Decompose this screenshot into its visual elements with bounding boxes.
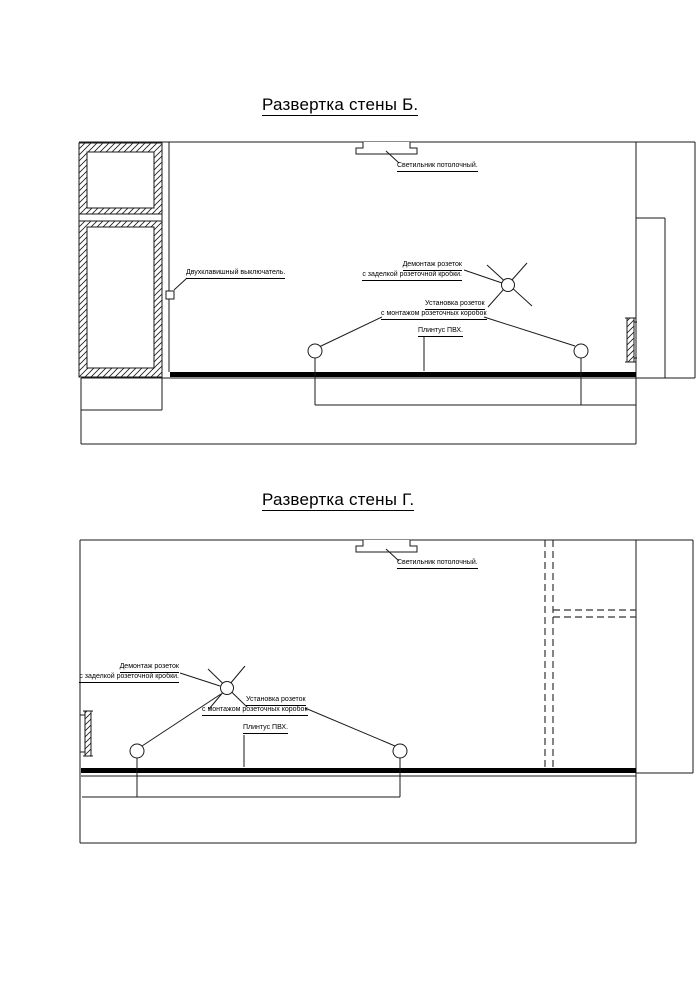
radiator-symbol-g	[80, 711, 93, 756]
door-frame	[79, 143, 162, 377]
below-floor-b	[81, 358, 636, 444]
label-skirting-g: Плинтус ПВХ.	[243, 724, 288, 734]
label-ceiling-light-b: Светильник потолочный.	[397, 162, 478, 172]
label-demo-outlets-g-line1: Демонтаж розеток	[120, 663, 179, 673]
label-demo-outlets-b-line1: Демонтаж розеток	[403, 261, 462, 271]
baseboard-g	[81, 768, 636, 773]
ceiling-light-symbol-g	[356, 540, 417, 561]
title-wall-b: Развертка стены Б.	[262, 95, 419, 114]
title-wall-g: Развертка стены Г.	[262, 490, 415, 509]
label-install-outlets-b-line1: Установка розеток	[425, 300, 485, 310]
outlet-symbols-b	[308, 317, 588, 358]
hidden-duct-dashed	[545, 540, 636, 770]
wall-b-drawing	[79, 142, 695, 444]
below-floor-g	[82, 758, 400, 797]
radiator-symbol-b	[625, 318, 637, 362]
label-install-outlets-b-line2: с монтажом розеточных коробок	[381, 310, 487, 320]
label-install-outlets-g-line1: Установка розеток	[246, 696, 306, 706]
baseboard-b	[170, 372, 636, 377]
label-demo-outlets-b-line2: с заделкой розеточной кробки.	[362, 271, 462, 281]
wall-g-outline	[80, 540, 693, 843]
label-switch-b: Двухклавишный выключатель.	[186, 269, 285, 279]
label-install-outlets-g-line2: с монтажом розеточных коробок	[202, 706, 308, 716]
label-demo-outlets-g-line2: с заделкой розеточной кробки.	[79, 673, 179, 683]
wall-g-drawing	[80, 540, 693, 843]
label-skirting-b: Плинтус ПВХ.	[418, 327, 463, 337]
label-ceiling-light-g: Светильник потолочный.	[397, 559, 478, 569]
ceiling-light-symbol-b	[356, 142, 417, 163]
